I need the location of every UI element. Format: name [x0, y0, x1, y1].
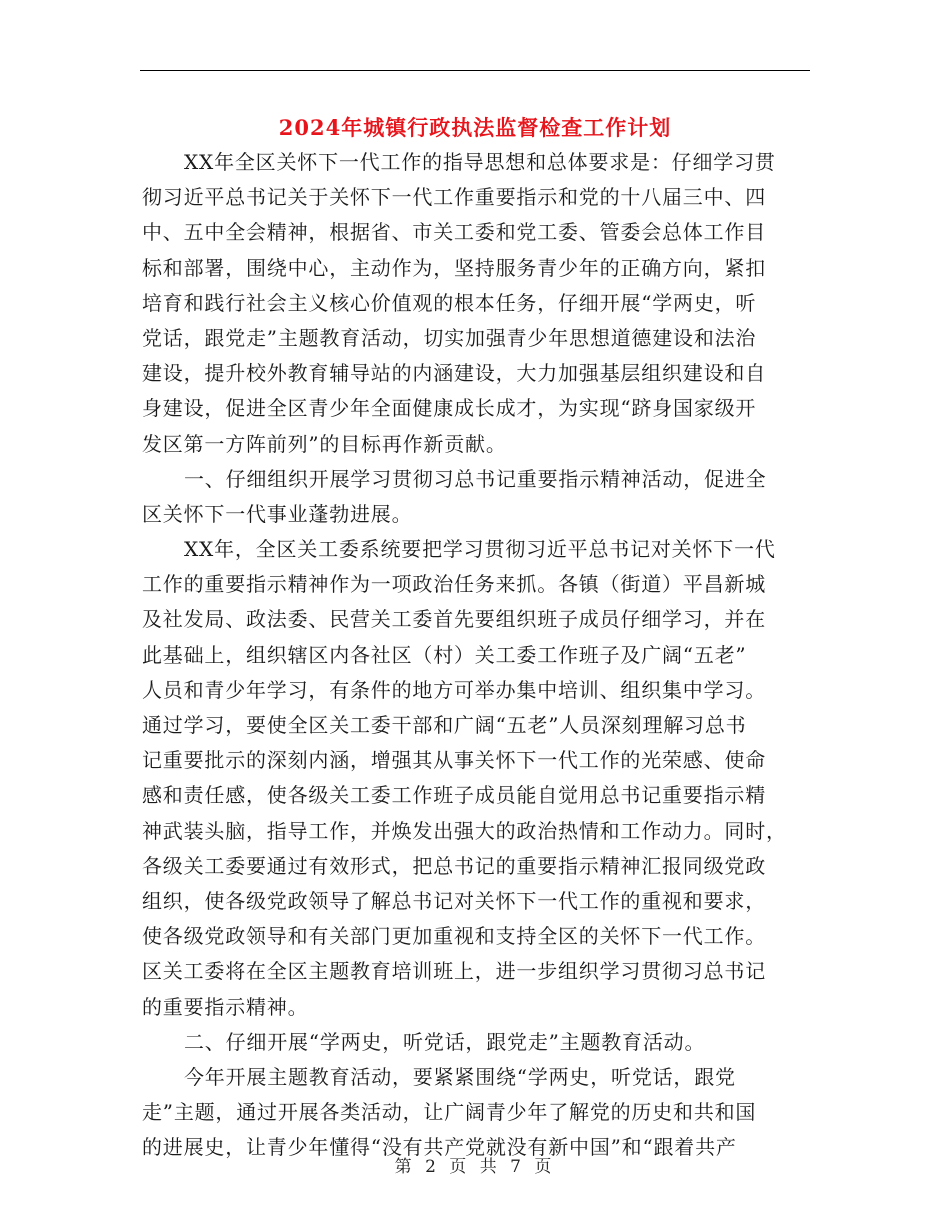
paragraph-line: 党话，跟党走”主题教育活动，切实加强青少年思想道德建设和法治	[142, 325, 757, 350]
paragraph-line: 彻习近平总书记关于关怀下一代工作重要指示和党的十八届三中、四	[142, 185, 766, 210]
section-heading-line: 二、仔细开展“学两史，听党话，跟党走”主题教育活动。	[184, 1029, 706, 1054]
paragraph-line: XX年全区关怀下一代工作的指导思想和总体要求是：仔细学习贯	[184, 150, 776, 174]
paragraph-line: 组织，使各级党政领导了解总书记对关怀下一代工作的重视和要求，	[142, 888, 766, 913]
paragraph-line: 工作的重要指示精神作为一项政治任务来抓。各镇（街道）平昌新城	[142, 572, 766, 597]
paragraph-line: 发区第一方阵前列”的目标再作新贡献。	[142, 431, 507, 456]
paragraph-line: 通过学习，要使全区关工委干部和广阔“五老”人员深刻理解习总书	[142, 713, 747, 737]
document-title: 2024年城镇行政执法监督检查工作计划	[278, 115, 672, 140]
header-rule	[140, 70, 810, 71]
page-number: 第 2 页 共 7 页	[394, 1157, 556, 1177]
paragraph-line: 的进展史，让青少年懂得“没有共产党就没有新中国”和“跟着共产	[142, 1135, 737, 1160]
paragraph-line: 走”主题，通过开展各类活动，让广阔青少年了解党的历史和共和国	[142, 1100, 757, 1125]
paragraph-line: 区关工委将在全区主题教育培训班上，进一步组织学习贯彻习总书记	[142, 959, 766, 984]
paragraph-line: 人员和青少年学习，有条件的地方可举办集中培训、组织集中学习。	[142, 677, 766, 702]
paragraph-line: 培育和践行社会主义核心价值观的根本任务，仔细开展“学两史，听	[142, 290, 757, 315]
paragraph-line: 及社发局、政法委、民营关工委首先要组织班子成员仔细学习，并在	[142, 607, 766, 632]
paragraph-line: 使各级党政领导和有关部门更加重视和支持全区的关怀下一代工作。	[142, 924, 766, 949]
paragraph-line: 记重要批示的深刻内涵，增强其从事关怀下一代工作的光荣感、使命	[142, 748, 766, 773]
paragraph-line: 建设，提升校外教育辅导站的内涵建设，大力加强基层组织建设和自	[142, 361, 766, 386]
paragraph-line: 此基础上，组织辖区内各社区（村）关工委工作班子及广阔“五老”	[142, 642, 747, 667]
document-body	[142, 145, 808, 1165]
section-heading-line: 区关怀下一代事业蓬勃进展。	[142, 501, 413, 526]
paragraph-line: 标和部署，围绕中心，主动作为，坚持服务青少年的正确方向，紧扣	[142, 255, 766, 280]
paragraph-line: 身建设，促进全区青少年全面健康成长成才，为实现“跻身国家级开	[142, 396, 757, 421]
paragraph-line: XX年，全区关工委系统要把学习贯彻习近平总书记对关怀下一代	[184, 537, 776, 562]
paragraph-line: 感和责任感，使各级关工委工作班子成员能自觉用总书记重要指示精	[142, 783, 766, 808]
paragraph-line: 今年开展主题教育活动，要紧紧围绕“学两史，听党话，跟党	[184, 1064, 736, 1089]
paragraph-line: 的重要指示精神。	[142, 994, 309, 1019]
paragraph-line: 神武装头脑，指导工作，并焕发出强大的政治热情和工作动力。同时，	[142, 818, 787, 843]
section-heading-line: 一、仔细组织开展学习贯彻习总书记重要指示精神活动，促进全	[184, 466, 767, 491]
paragraph-line: 各级关工委要通过有效形式，把总书记的重要指示精神汇报同级党政	[142, 853, 766, 878]
paragraph-line: 中、五中全会精神，根据省、市关工委和党工委、管委会总体工作目	[142, 220, 766, 245]
